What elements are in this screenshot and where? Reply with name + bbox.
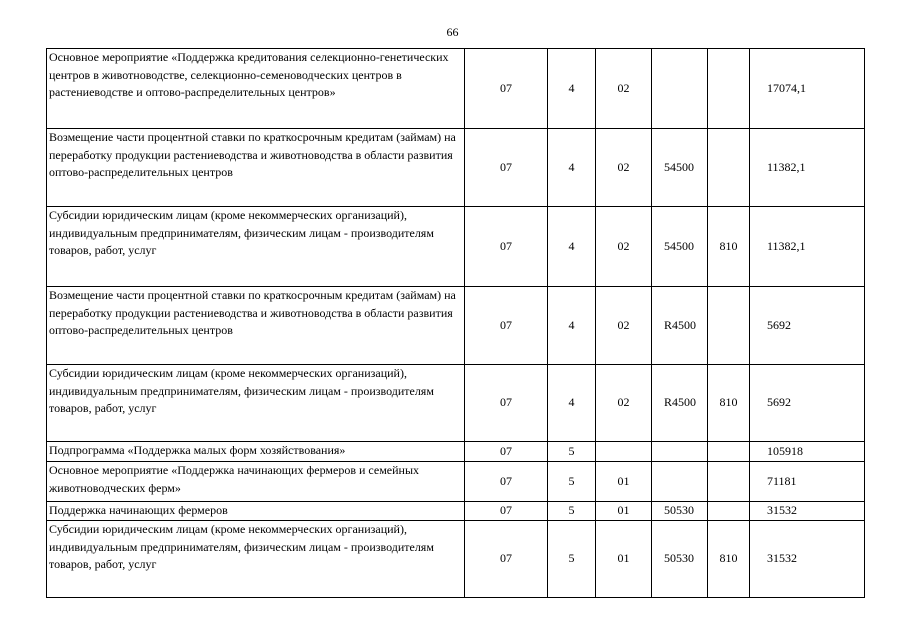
section-code: 07 (465, 207, 548, 287)
target-code: R4500 (652, 287, 708, 365)
target-code: 54500 (652, 129, 708, 207)
expense-type-code (708, 462, 750, 502)
table-row (47, 207, 865, 287)
subprogram-code: 4 (548, 287, 596, 365)
table-row (47, 287, 865, 365)
amount-value: 71181 (750, 462, 865, 502)
section-code: 07 (465, 365, 548, 442)
table-row (47, 521, 865, 598)
row-name: Субсидии юридическим лицам (кроме некоммерческих организаций), индивидуальным предпринимателям, физическим лицам - производителям товаров, работ, услуг (47, 521, 465, 598)
amount-value: 17074,1 (750, 49, 865, 129)
subprogram-code: 5 (548, 462, 596, 502)
subprogram-code: 4 (548, 207, 596, 287)
expense-type-code (708, 442, 750, 462)
table-row (47, 49, 865, 129)
target-code (652, 49, 708, 129)
table-row (47, 462, 865, 502)
expense-type-code: 810 (708, 521, 750, 598)
row-name: Возмещение части процентной ставки по краткосрочным кредитам (займам) на переработку продукции растениеводства и животноводства в области развития оптово-распределительных центров (47, 129, 465, 207)
main-event-code: 01 (596, 462, 652, 502)
page-number: 66 (446, 25, 459, 39)
row-name: Возмещение части процентной ставки по краткосрочным кредитам (займам) на переработку продукции растениеводства и животноводства в области развития оптово-распределительных центров (47, 287, 465, 365)
main-event-code: 02 (596, 207, 652, 287)
amount-value: 11382,1 (750, 129, 865, 207)
section-code: 07 (465, 287, 548, 365)
amount-value: 105918 (750, 442, 865, 462)
main-event-code: 01 (596, 521, 652, 598)
target-code: 50530 (652, 521, 708, 598)
row-name: Субсидии юридическим лицам (кроме некоммерческих организаций), индивидуальным предпринимателям, физическим лицам - производителям товаров, работ, услуг (47, 365, 465, 442)
amount-value: 5692 (750, 287, 865, 365)
target-code (652, 462, 708, 502)
section-code: 07 (465, 521, 548, 598)
target-code: R4500 (652, 365, 708, 442)
subprogram-code: 4 (548, 49, 596, 129)
table-row (47, 365, 865, 442)
expense-type-code (708, 49, 750, 129)
row-name: Основное мероприятие «Поддержка начинающих фермеров и семейных животноводческих ферм» (47, 462, 465, 502)
expense-type-code (708, 129, 750, 207)
target-code (652, 442, 708, 462)
section-code: 07 (465, 442, 548, 462)
main-event-code (596, 442, 652, 462)
section-code: 07 (465, 502, 548, 521)
section-code: 07 (465, 462, 548, 502)
section-code: 07 (465, 129, 548, 207)
table-row (47, 502, 865, 521)
expense-type-code (708, 287, 750, 365)
target-code: 54500 (652, 207, 708, 287)
row-name: Подпрограмма «Поддержка малых форм хозяйствования» (47, 442, 465, 462)
table-row (47, 442, 865, 462)
main-event-code: 02 (596, 129, 652, 207)
row-name: Основное мероприятие «Поддержка кредитования селекционно-генетических центров в животноводстве, селекционно-семеноводческих центров в растениеводстве и оптово-распределительных центров» (47, 49, 465, 129)
expense-type-code (708, 502, 750, 521)
main-event-code: 02 (596, 365, 652, 442)
main-event-code: 02 (596, 287, 652, 365)
subprogram-code: 5 (548, 442, 596, 462)
row-name: Поддержка начинающих фермеров (47, 502, 465, 521)
table-row (47, 129, 865, 207)
main-event-code: 01 (596, 502, 652, 521)
subprogram-code: 4 (548, 365, 596, 442)
amount-value: 5692 (750, 365, 865, 442)
target-code: 50530 (652, 502, 708, 521)
section-code: 07 (465, 49, 548, 129)
expense-type-code: 810 (708, 207, 750, 287)
budget-table (46, 48, 865, 598)
subprogram-code: 5 (548, 502, 596, 521)
amount-value: 11382,1 (750, 207, 865, 287)
subprogram-code: 4 (548, 129, 596, 207)
amount-value: 31532 (750, 521, 865, 598)
main-event-code: 02 (596, 49, 652, 129)
row-name: Субсидии юридическим лицам (кроме некоммерческих организаций), индивидуальным предпринимателям, физическим лицам - производителям товаров, работ, услуг (47, 207, 465, 287)
subprogram-code: 5 (548, 521, 596, 598)
expense-type-code: 810 (708, 365, 750, 442)
amount-value: 31532 (750, 502, 865, 521)
